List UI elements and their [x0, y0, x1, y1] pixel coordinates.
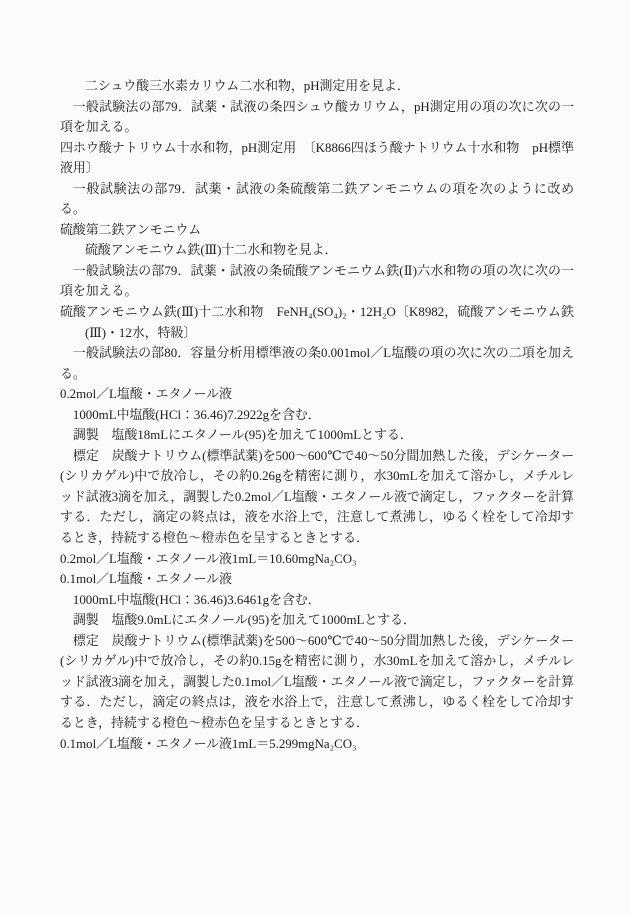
see-reference-line: 二シュウ酸三水素カリウム二水和物，pH測定用を見よ． [85, 79, 410, 93]
solution-title-0-1mol: 0.1mol／L塩酸・エタノール液 [60, 572, 232, 587]
composition-line-0-1mol: 1000mL中塩酸(HCl：36.46)3.6461gを含む． [72, 592, 321, 607]
amendment-paragraph-part79-oxalate: 一般試験法の部79．試薬・試液の条四シュウ酸カリウム，pH測定用の項の次に次の一項を加える。 [60, 99, 574, 135]
solution-title-0-2mol: 0.2mol／L塩酸・エタノール液 [60, 387, 232, 402]
equivalence-equation-0-1mol: 0.1mol／L塩酸・エタノール液1mL＝5.299mgNa₂CO₃ [60, 736, 357, 751]
reagent-heading-ferric-ammonium-sulfate: 硫酸第二鉄アンモニウム [60, 222, 202, 237]
standardization-paragraph-0-1mol: 標定 炭酸ナトリウム(標準試薬)を500〜600℃で40〜50分間加熱した後，デシケーター(シリカゲル)中で放冷し，その約0.15gを精密に測り，水30mLを加えて溶かし，メチルレッド試液3滴を加え，調製した0.1mol／L塩酸・エタノール液で滴定し，ファクターを計算する．ただし，滴定の終点は，液を水浴上で，注意して煮沸し，ゆるく栓をして冷却するとき，持続する橙色〜橙赤色を呈するときとする． [60, 633, 574, 730]
equivalence-equation-0-2mol: 0.2mol／L塩酸・エタノール液1mL＝10.60mgNa₂CO₃ [60, 551, 357, 566]
composition-line-0-2mol: 1000mL中塩酸(HCl：36.46)7.2922gを含む． [72, 407, 321, 422]
amendment-paragraph-part80-volumetric-solutions: 一般試験法の部80．容量分析用標準液の条0.001mol／L塩酸の項の次に次の二項を加える。 [60, 346, 574, 381]
reagent-entry-sodium-tetraborate: 四ホウ酸ナトリウム十水和物，pH測定用 〔K8866四ほう酸ナトリウム十水和物 pH標準液用〕 [60, 140, 574, 176]
standardization-paragraph-0-2mol: 標定 炭酸ナトリウム(標準試薬)を500〜600℃で40〜50分間加熱した後，デシケーター(シリカゲル)中で放冷し，その約0.26gを精密に測り，水30mLを加えて溶かし，メチルレッド試液3滴を加え，調製した0.2mol／L塩酸・エタノール液で滴定し，ファクターを計算する．ただし，滴定の終点は，液を水浴上で，注意して煮沸し，ゆるく栓をして冷却するとき，持続する橙色〜橙赤色を呈するときとする． [60, 448, 574, 546]
amendment-paragraph-part79-ferric-ammonium-sulfate: 一般試験法の部79．試薬・試液の条硫酸第二鉄アンモニウムの項を次のように改める。 [60, 181, 574, 217]
preparation-line-0-2mol: 調製 塩酸18mLにエタノール(95)を加えて1000mLとする． [72, 428, 413, 443]
reagent-entry-ammonium-iron-III-sulfate: 硫酸アンモニウム鉄(Ⅲ)十二水和物 FeNH₄(SO₄)₂・12H₂O〔K8982，硫酸アンモニウム鉄(Ⅲ)・12水，特級〕 [60, 305, 574, 340]
amendment-paragraph-part79-ammonium-iron-sulfate: 一般試験法の部79．試薬・試液の条硫酸アンモニウム鉄(Ⅱ)六水和物の項の次に次の一項を加える。 [60, 263, 574, 299]
preparation-line-0-1mol: 調製 塩酸9.0mLにエタノール(95)を加えて1000mLとする． [72, 613, 416, 628]
see-reference-line: 硫酸アンモニウム鉄(Ⅲ)十二水和物を見よ． [85, 243, 338, 258]
